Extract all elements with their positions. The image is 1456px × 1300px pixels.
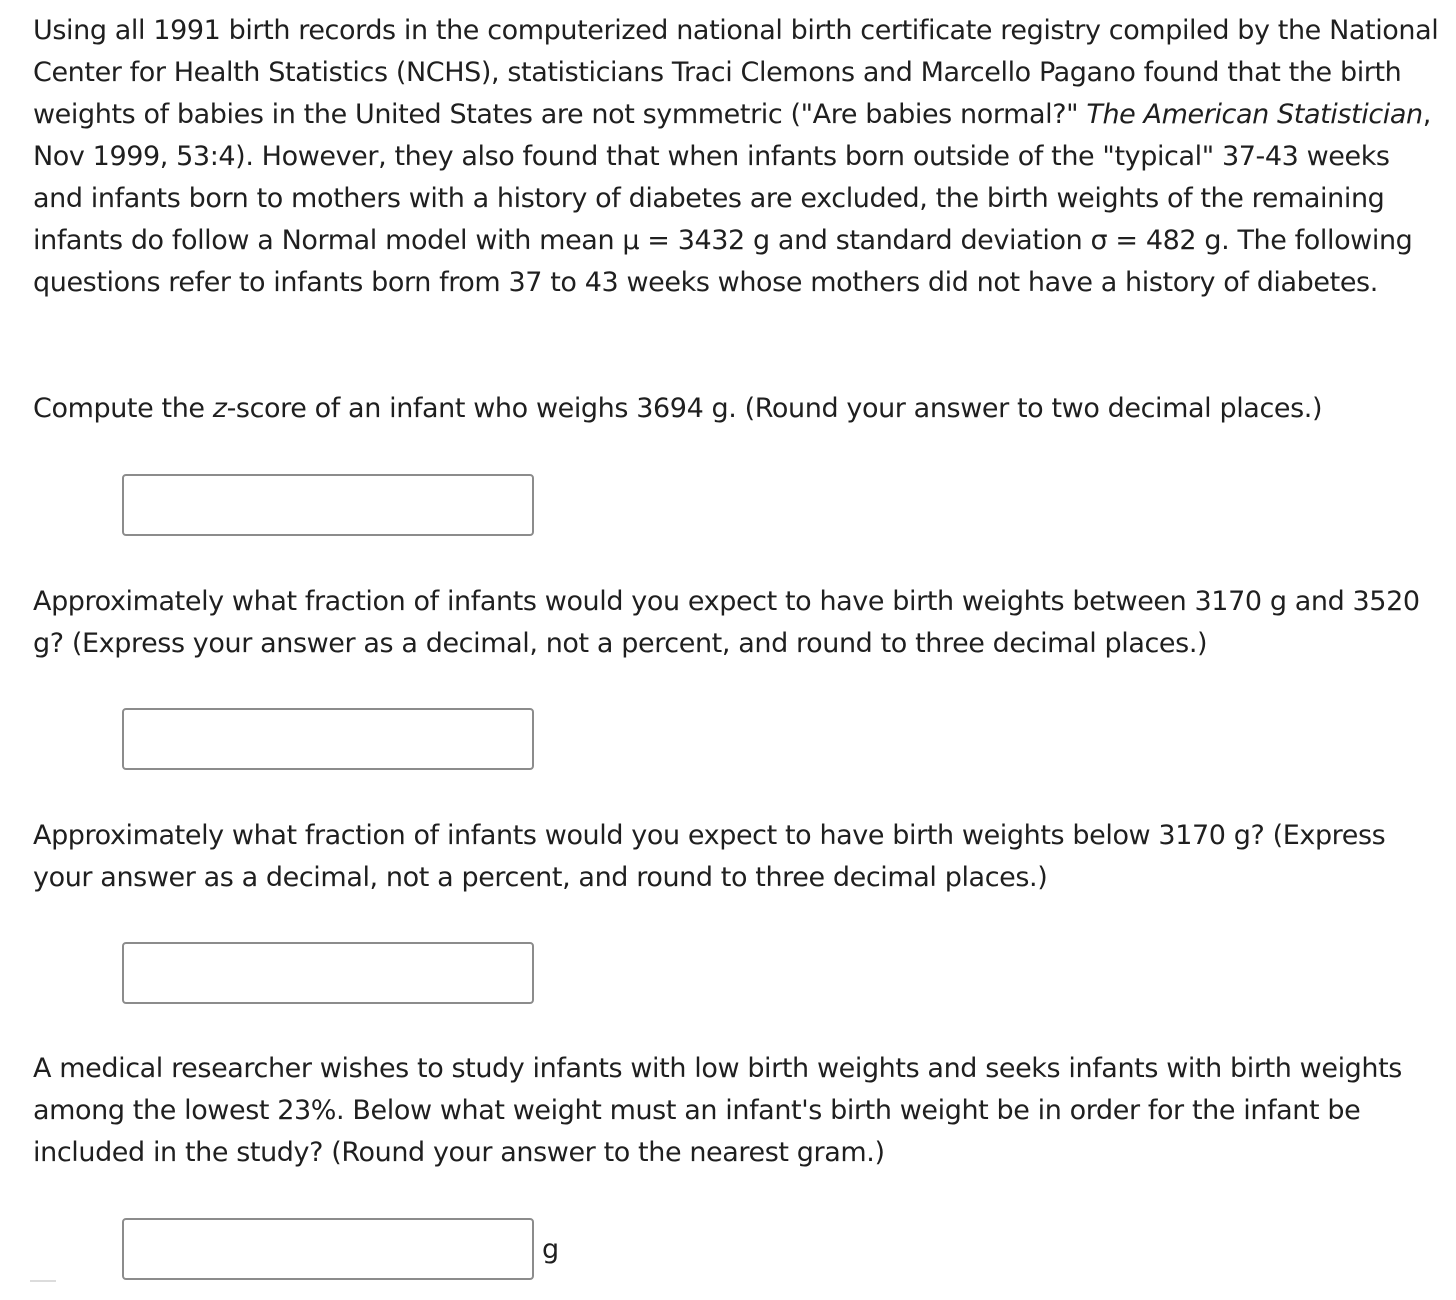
problem-intro [33, 10, 1443, 304]
journal-title: The American Statistician [1086, 99, 1423, 130]
answer-input-z-score[interactable] [122, 474, 534, 536]
answer-input-fraction-below[interactable] [122, 942, 534, 1004]
question-4-text: A medical researcher wishes to study infants with low birth weights and seeks infants with birth weights among the lowest 23%. Below what weight must an infant's birth weight be in order for the infant be included in the study? (Round your answer to the nearest gram.) [33, 1053, 1402, 1168]
answer-input-weight[interactable] [122, 1218, 534, 1280]
answer-row-4 [122, 1218, 559, 1280]
answer-row-3 [122, 942, 534, 1004]
intro-text-part2: , Nov 1999, 53:4). However, they also found that when infants born outside of the "typical" 37-43 weeks and infants born to mothers with a history of diabetes are excluded, the birth weights of the remaining infants do follow a Normal model with mean μ = 3432 g and standard deviation σ = 482 g. The following questions refer to infants born from 37 to 43 weeks whose mothers did not have a history of diabetes. [33, 99, 1431, 298]
answer-input-fraction-between[interactable] [122, 708, 534, 770]
answer-row-2 [122, 708, 534, 770]
divider-mark [30, 1280, 56, 1282]
z-variable: z [212, 393, 227, 424]
question-1-text-part2: -score of an infant who weighs 3694 g. (Round your answer to two decimal places.) [226, 393, 1323, 424]
answer-row-1 [122, 474, 534, 536]
question-1 [33, 388, 1443, 430]
intro-text-part1: Using all 1991 birth records in the computerized national birth certificate registry compiled by the National Center for Health Statistics (NCHS), statisticians Traci Clemons and Marcello Pagano found that the birth weights of babies in the United States are not symmetric ("Are babies normal?" [33, 15, 1439, 130]
question-3-text: Approximately what fraction of infants would you expect to have birth weights below 3170 g? (Express your answer as a decimal, not a percent, and round to three decimal places.) [33, 820, 1386, 893]
question-1-text [33, 388, 1443, 430]
question-4 [33, 1048, 1443, 1174]
question-1-text-part1: Compute the [33, 393, 213, 424]
intro-paragraph [33, 10, 1443, 304]
question-3 [33, 815, 1443, 899]
question-2 [33, 581, 1443, 665]
question-2-text: Approximately what fraction of infants would you expect to have birth weights between 3170 g and 3520 g? (Express your answer as a decimal, not a percent, and round to three decimal places.) [33, 586, 1420, 659]
unit-label: g [542, 1233, 559, 1265]
